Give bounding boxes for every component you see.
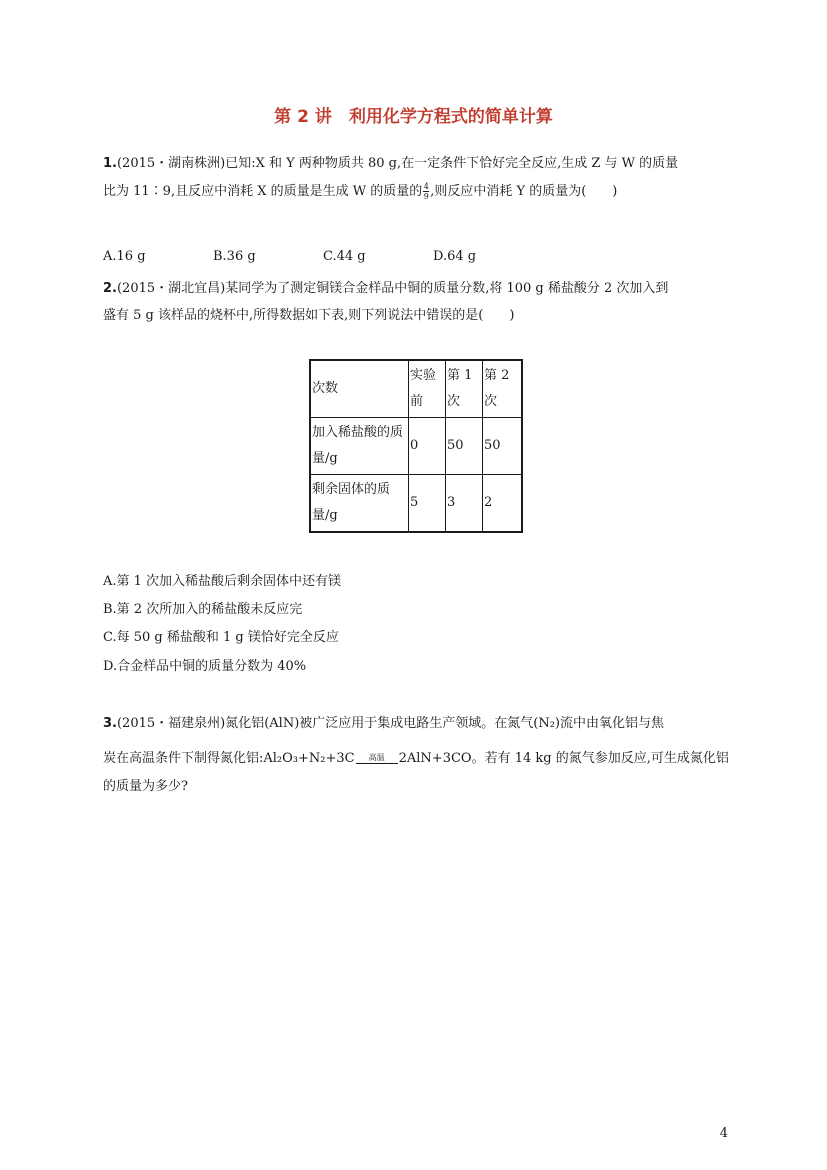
q3-number: 3. [103,716,117,731]
table-cell: 0 [409,418,446,475]
data-table [309,359,523,533]
equation-reactants: Al₂O₃+N₂+3C [263,751,355,766]
reaction-condition: 高温 [368,753,385,762]
q1-number: 1. [103,156,117,171]
table-cell: 加入稀盐酸的质量/g [310,418,409,475]
q3-line2 [103,747,729,766]
table-header-cell: 第 1 次 [446,360,483,418]
table-cell: 3 [446,475,483,533]
q1-line2 [103,180,617,201]
q3-text-line2-after: 。若有 14 kg 的氮气参加反应,可生成氮化铝 [471,751,729,766]
q2-line2: 盛有 5 g 该样品的烧杯中,所得数据如下表,则下列说法中错误的是( ) [103,308,515,323]
q2-option-d: D.合金样品中铜的质量分数为 40% [103,659,307,674]
table-cell: 剩余固体的质量/g [310,475,409,533]
page-number: 4 [719,1126,728,1141]
q1-text-line2-before: 比为 11∶9,且反应中消耗 X 的质量是生成 W 的质量的 [103,184,423,199]
q2-option-a: A.第 1 次加入稀盐酸后剩余固体中还有镁 [103,574,342,589]
table-header-cell: 第 2 次 [483,360,523,418]
q1-fraction [423,182,429,201]
q3-text-line1: (2015・福建泉州)氮化铝(AlN)被广泛应用于集成电路生产领域。在氮气(N₂)流中由氧化铝与焦 [116,716,665,731]
table-cell: 5 [409,475,446,533]
q1-text-line1: (2015・湖南株洲)已知:X 和 Y 两种物质共 80 g,在一定条件下恰好完全反应,生成 Z 与 W 的质量 [116,156,679,171]
q2-option-c: C.每 50 g 稀盐酸和 1 g 镁恰好完全反应 [103,630,339,645]
q1-text-line2-after: ,则反应中消耗 Y 的质量为( ) [430,184,618,199]
q2-number: 2. [103,281,117,296]
q3-text-line2-before: 炭在高温条件下制得氮化铝: [103,751,264,766]
q1-fraction-numerator: 4 [423,182,429,191]
q1-option-a: A.16 g [103,249,146,264]
q1-line1 [103,152,678,171]
q2-text-line1: (2015・湖北宜昌)某同学为了测定铜镁合金样品中铜的质量分数,将 100 g 稀盐酸分 2 次加入到 [116,281,669,296]
q3-line1 [103,712,664,731]
q1-option-b: B.36 g [213,249,256,264]
q1-options [103,249,543,264]
q1-option-c: C.44 g [323,249,366,264]
q2-option-b: B.第 2 次所加入的稀盐酸未反应完 [103,602,303,617]
equation-products: 2AlN+3CO [398,751,472,766]
q3-line3: 的质量为多少? [103,779,188,794]
q2-line1 [103,277,668,296]
table-cell: 50 [446,418,483,475]
table-header-cell: 实验前 [409,360,446,418]
reaction-condition-arrow [356,753,398,764]
q1-option-d: D.64 g [433,249,477,264]
table-header-row [310,360,522,418]
table-header-cell: 次数 [310,360,409,418]
page-title: 第 2 讲 利用化学方程式的简单计算 [274,107,553,127]
q1-fraction-denominator: 9 [423,192,429,201]
table-cell: 2 [483,475,523,533]
table-row [310,418,522,475]
table-row [310,475,522,533]
table-cell: 50 [483,418,523,475]
